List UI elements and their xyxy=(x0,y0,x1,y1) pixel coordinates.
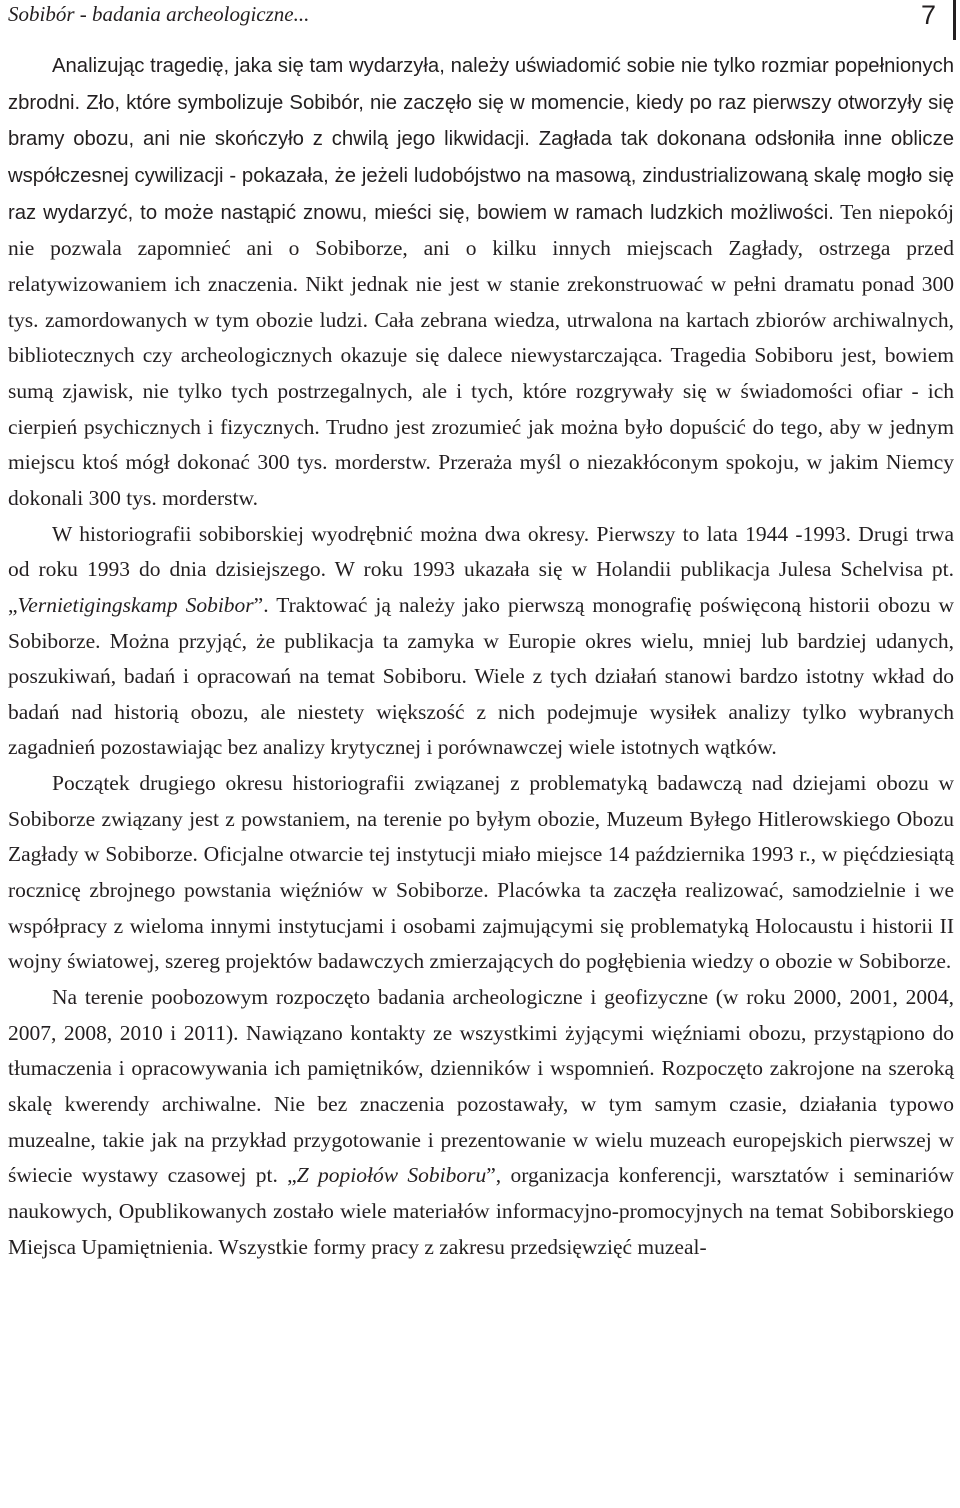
book-title: Vernietigingskamp Sobibor xyxy=(17,592,254,617)
exhibition-title: Z popiołów Sobiboru xyxy=(296,1163,487,1188)
page-header xyxy=(0,0,960,40)
header-rule xyxy=(953,0,956,40)
paragraph-1-sans-part: Analizując tragedię, jaka się tam wydarzyła, należy uświadomić sobie nie tylko rozmiar popełnionych zbrodni. Zło, które symbolizuje Sobibór, nie zaczęło się w momencie, kiedy po raz pierwszy otworzyły się bramy obozu, ani nie skończyło z chwilą jego likwidacji. Zagłada tak dokonana odsłoniła inne oblicze współczesnej cywilizacji - pokazała, że jeżeli ludobójstwo na masową, zindustrializowaną skalę mogło się raz wydarzyć, to może nastąpić znowu, mieści się, bowiem w ramach ludzkich możliwości. xyxy=(8,55,954,224)
paragraph-4-part-1: Na terenie poobozowym rozpoczęto badania archeologiczne i geofizyczne (w roku 2000, 2001, 2004, 2007, 2008, 2010 i 2011). Nawiązano kontakty ze wszystkimi żyjącymi więźniami obozu, przystąpiono do tłumaczenia i opracowywania ich pamiętników, dzienników i wspomnień. Rozpoczęto zakrojone na szeroką skalę kwerendy archiwalne. Nie bez znaczenia pozostawały, w tym samym czasie, działania typowo muzealne, takie jak na przykład przygotowanie i prezentowanie w wielu muzeach europejskich pierwszej w świecie wystawy czasowej pt. „ xyxy=(8,985,954,1188)
paragraph-2 xyxy=(8,517,954,767)
paragraph-4-part-2: ”, organizacja konferencji, warsztatów i seminariów naukowych, Opublikowanych zostało wiele materiałów informacyjno-promocyjnych na temat Sobiborskiego Miejsca Upamiętnienia. Wszystkie formy pracy z zakresu przedsięwzięć muzeal- xyxy=(8,1163,954,1259)
paragraph-2-part-2: ”. Traktować ją należy jako pierwszą monografię poświęconą historii obozu w Sobiborze. Można przyjąć, że publikacja ta zamyka w Europie okres wielu, mniej lub bardziej udanych, poszukiwań, badań i opracowań na temat Sobiboru. Wiele z tych działań stanowi bardzo istotny wkład do badań nad historią obozu, ale niestety większość z nich podejmuje wysiłek analizy tylko wybranych zagadnień pozostawiając bez analizy krytycznej i porównawczej wiele istotnych wątków. xyxy=(8,592,954,760)
paragraph-1 xyxy=(8,48,954,517)
paragraph-4 xyxy=(8,980,954,1265)
paragraph-1-serif-part: Ten niepokój nie pozwala zapomnieć ani o Sobiborze, ani o kilku innych miejscach Zagłady, ostrzega przed relatywizowaniem ich znaczenia. Nikt jednak nie jest w stanie zrekonstruować w pełni dramatu ponad 300 tys. zamordowanych w tym obozie ludzi. Cała zebrana wiedza, utrwalona na kartach zbiorów archiwalnych, bibliotecznych czy archeologicznych okazuje się dalece niewystarczająca. Tragedia Sobiboru jest, bowiem sumą zjawisk, nie tylko tych postrzegalnych, ale i tych, które rozgrywały się w świadomości ofiar - ich cierpień psychicznych i fizycznych. Trudno jest zrozumieć jak można było dopuścić do tego, aby w jednym miejscu ktoś mógł dokonać 300 tys. morderstw. Przeraża myśl o niezakłóconym spokoju, w jakim Niemcy dokonali 300 tys. morderstw. xyxy=(8,199,954,510)
running-title: Sobibór - badania archeologiczne... xyxy=(8,2,310,26)
paragraph-2-part-1: W historiografii sobiborskiej wyodrębnić można dwa okresy. Pierwszy to lata 1944 -1993. Drugi trwa od roku 1993 do dnia dzisiejszego. W roku 1993 ukazała się w Holandii publikacja Julesa Schelvisa pt. „ xyxy=(8,521,954,617)
page-number: 7 xyxy=(920,0,936,30)
paragraph-3: Początek drugiego okresu historiografii związanej z problematyką badawczą nad dziejami obozu w Sobiborze związany jest z powstaniem, na terenie po byłym obozie, Muzeum Byłego Hitlerowskiego Obozu Zagłady w Sobiborze. Oficjalne otwarcie tej instytucji miało miejsce 14 października 1993 r., w pięćdziesiątą rocznicę zbrojnego powstania więźniów w Sobiborze. Placówka ta zaczęła realizować, samodzielnie i we współpracy z wieloma innymi instytucjami i osobami zajmującymi się problematyką Holocaustu i historii II wojny światowej, szereg projektów badawczych zmierzających do pogłębienia wiedzy o obozie w Sobiborze. xyxy=(8,771,954,974)
body-text xyxy=(8,48,954,1265)
